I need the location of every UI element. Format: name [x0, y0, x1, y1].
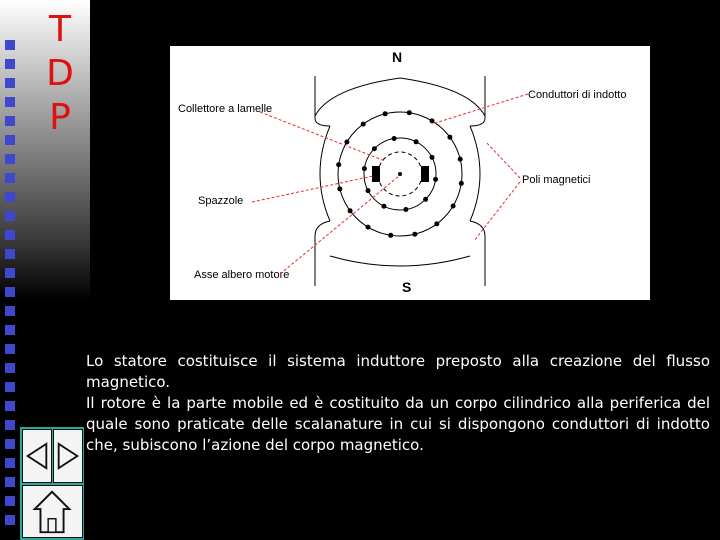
conductor-dot — [407, 110, 412, 115]
conductor-dot — [336, 162, 341, 167]
bullet-square — [5, 515, 15, 525]
stator-south-arc — [330, 256, 470, 266]
conductor-dot — [362, 166, 367, 171]
logo-letter-d: D — [46, 53, 74, 94]
leader-conduttori — [432, 94, 528, 124]
bullet-square — [5, 78, 15, 88]
conductor-dot — [361, 122, 366, 127]
stator-arc-left — [320, 126, 330, 221]
prev-button[interactable] — [22, 429, 52, 483]
stator-arc-bottom-right — [470, 221, 485, 286]
leader-poli-top — [486, 142, 520, 178]
bullet-square — [5, 154, 15, 164]
bullet-square — [5, 401, 15, 411]
paragraph-statore: Lo statore costituisce il sistema induttore preposto alla creazione del flusso magnetico. — [86, 352, 710, 391]
home-button[interactable] — [22, 485, 83, 538]
home-icon — [23, 486, 82, 537]
bullet-square — [5, 344, 15, 354]
conductor-dot — [447, 135, 452, 140]
conductor-dot — [403, 207, 408, 212]
logo-letter-p: P — [49, 97, 71, 138]
conductor-dot — [430, 118, 435, 123]
brush-left — [372, 166, 380, 182]
bullet-square — [5, 135, 15, 145]
bullet-square — [5, 97, 15, 107]
conductor-dot — [412, 232, 417, 237]
pole-north: N — [392, 49, 403, 65]
conductor-dot — [366, 225, 371, 230]
bullet-square — [5, 325, 15, 335]
label-poli: Poli magnetici — [522, 174, 591, 186]
bullet-square — [5, 116, 15, 126]
next-button[interactable] — [53, 429, 83, 483]
brush-right — [421, 166, 429, 182]
conductor-dot — [383, 111, 388, 116]
pole-south: S — [402, 279, 412, 295]
conductor-dot — [372, 146, 377, 151]
navigation-box — [20, 427, 84, 540]
bullet-square — [5, 59, 15, 69]
bullet-square — [5, 458, 15, 468]
bullet-square — [5, 496, 15, 506]
stator-arc-right-top — [470, 118, 485, 126]
conductor-dot — [337, 186, 342, 191]
bullet-square — [5, 363, 15, 373]
shaft-dot — [398, 172, 402, 176]
bullet-square — [5, 40, 15, 50]
conductor-dot — [344, 140, 349, 145]
bullet-square — [5, 192, 15, 202]
bullet-square — [5, 230, 15, 240]
bullet-square — [5, 420, 15, 430]
paragraph-rotore: Il rotore è la parte mobile ed è costituito da un corpo cilindrico alla periferica del quale sono praticate delle scalanature in cui si dispongono conduttori di indotto che, subiscono l’azione del corpo magnetico. — [86, 394, 710, 454]
bullet-square — [5, 306, 15, 316]
label-collettore: Collettore a lamelle — [178, 103, 273, 115]
body-text — [86, 351, 710, 456]
label-conduttori: Conduttori di indotto — [528, 89, 627, 101]
leader-lines — [252, 94, 528, 274]
logo-letter-t: T — [49, 9, 71, 50]
conductor-dot — [366, 188, 371, 193]
leader-spazzole — [252, 176, 373, 202]
conductor-dot — [433, 177, 438, 182]
conductor-dot — [458, 157, 463, 162]
conductor-dot — [388, 233, 393, 238]
stator-arc-top — [315, 78, 485, 116]
stator-arc-left-top — [315, 118, 330, 126]
leader-collettore — [260, 112, 385, 161]
bullet-square — [5, 287, 15, 297]
bullet-square — [5, 211, 15, 221]
conductor-dot — [392, 136, 397, 141]
conductor-dot — [451, 204, 456, 209]
label-spazzole: Spazzole — [198, 195, 244, 207]
conductor-dot — [434, 221, 439, 226]
triangle-left-icon — [23, 430, 51, 482]
conductor-dot — [423, 197, 428, 202]
conductor-dot — [430, 155, 435, 160]
conductor-dot — [414, 139, 419, 144]
bullet-square — [5, 249, 15, 259]
leader-poli-bottom — [474, 182, 520, 241]
label-asse: Asse albero motore — [194, 269, 290, 281]
conductor-dot — [348, 208, 353, 213]
motor-diagram-svg — [170, 46, 650, 300]
conductor-dot — [381, 204, 386, 209]
logo-tdp — [40, 8, 80, 140]
motor-diagram — [170, 46, 650, 300]
stator-arc-bottom — [315, 221, 330, 286]
conductor-dot — [459, 181, 464, 186]
bullet-square — [5, 477, 15, 487]
triangle-right-icon — [54, 430, 82, 482]
bullet-square — [5, 439, 15, 449]
bullet-square — [5, 268, 15, 278]
bullet-square — [5, 382, 15, 392]
stator-arc-right — [470, 126, 480, 221]
bullet-square — [5, 173, 15, 183]
